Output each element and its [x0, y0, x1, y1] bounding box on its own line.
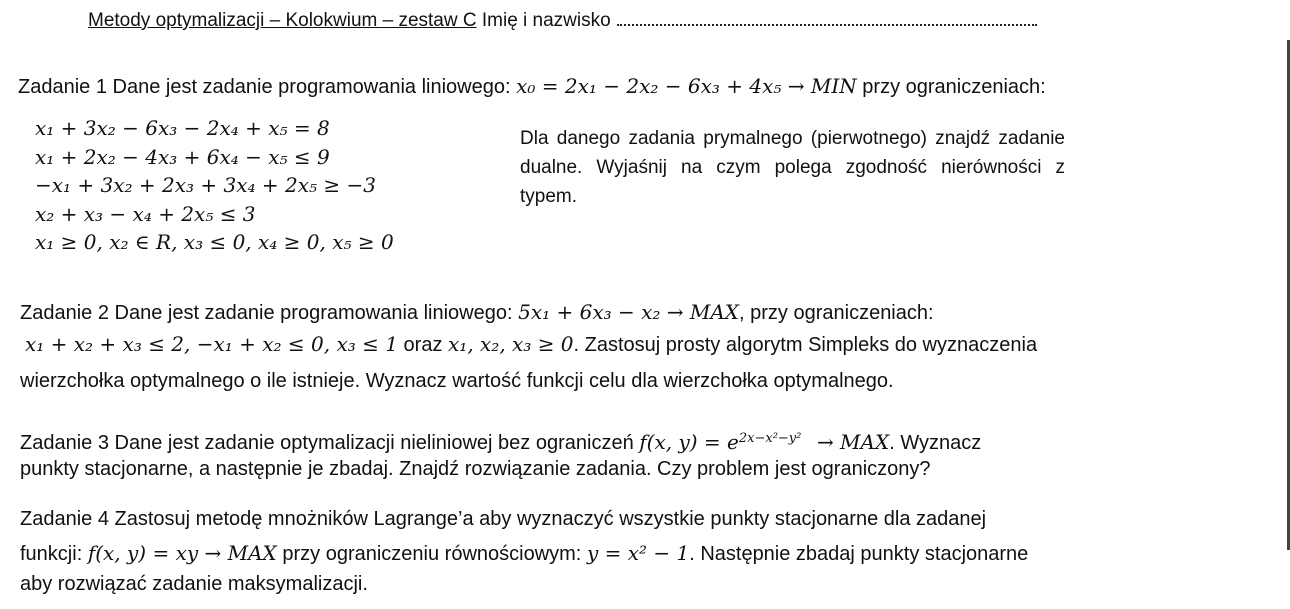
- task-2-tail: , przy ograniczeniach:: [739, 302, 934, 324]
- task-3-line-2: punkty stacjonarne, a następnie je zbadaj. Znajdź rozwiązanie zadania. Czy problem jest ograniczony?: [20, 458, 931, 480]
- task-3-heading: [20, 424, 981, 458]
- task-4-heading: Zadanie 4 Zastosuj metodę mnożników Lagrange’a aby wyznaczyć wszystkie punkty stacjonarne dla zadanej: [20, 508, 987, 530]
- task-4-function: f(x, y) = xy → MAX: [87, 541, 277, 565]
- name-label: Imię i nazwisko: [481, 10, 611, 31]
- task-1-objective: x₀ = 2x₁ − 2x₂ − 6x₃ + 4x₅ → MIN: [516, 74, 857, 98]
- task-1-tail: przy ograniczeniach:: [862, 76, 1046, 98]
- task-2-nonneg: x₁, x₂, x₃ ≥ 0: [448, 332, 574, 356]
- task-4-line-3: aby rozwiązać zadanie maksymalizacji.: [20, 573, 368, 595]
- constraint: x₂ + x₃ − x₄ + 2x₅ ≤ 3: [35, 201, 256, 226]
- task-4-line-2: funkcji: f(x, y) = xy → MAX przy ograniczeniu równościowym: y = x² − 1. Następnie zbadaj punkty stacjonarne: [20, 541, 1029, 565]
- task-1-instruction: Dla danego zadania prymalnego (pierwotnego) znajdź zadanie dualne. Wyjaśnij na czym polega zgodność nierówności z typem.: [520, 128, 1065, 207]
- name-dotted-line[interactable]: [617, 10, 1037, 26]
- task-3-exponent: 2x−x²−y²: [738, 431, 802, 446]
- task-3-arrow: → MAX: [816, 430, 890, 455]
- page-header: [88, 10, 1037, 32]
- task-3-lead: Zadanie 3 Dane jest zadanie optymalizacji nieliniowej bez ograniczeń: [20, 432, 634, 455]
- task-2-constraints: x₁ + x₂ + x₃ ≤ 2, −x₁ + x₂ ≤ 0, x₃ ≤ 1: [25, 332, 398, 356]
- constraint: x₁ + 3x₂ − 6x₃ − 2x₄ + x₅ = 8: [35, 116, 330, 140]
- task-3-rest-1: . Wyznacz: [889, 432, 982, 455]
- constraint: x₁ + 2x₂ − 4x₃ + 6x₄ − x₅ ≤ 9: [35, 144, 330, 169]
- constraint: x₁ ≥ 0, x₂ ∈ R, x₃ ≤ 0, x₄ ≥ 0, x₅ ≥ 0: [35, 230, 394, 254]
- task-1-constraints: [35, 114, 394, 257]
- constraint: −x₁ + 3x₂ + 2x₃ + 3x₄ + 2x₅ ≥ −3: [35, 173, 376, 197]
- task-2-line-2: [25, 330, 1037, 360]
- task-1-lead: Zadanie 1 Dane jest zadanie programowania liniowego:: [18, 76, 511, 98]
- task-3-function: f(x, $y) = e^{2x-x^2-y^2}$: [639, 430, 802, 455]
- task-2-line-3: wierzchołka optymalnego o ile istnieje. Wyznacz wartość funkcji celu dla wierzchołka optymalnego.: [20, 370, 894, 392]
- exam-title: Metody optymalizacji – Kolokwium – zestaw C: [88, 10, 477, 31]
- task-4-constraint: y = x² − 1: [586, 541, 690, 565]
- task-2-lead: Zadanie 2 Dane jest zadanie programowania liniowego:: [20, 302, 513, 324]
- task-2-oraz: oraz: [403, 334, 443, 356]
- task-2-rest-1: . Zastosuj prosty algorytm Simpleks do wyznaczenia: [573, 334, 1038, 356]
- task-2-heading: [20, 298, 934, 328]
- task-1-heading: [18, 72, 1046, 102]
- task-2-objective: 5x₁ + 6x₃ − x₂ → MAX: [518, 300, 740, 324]
